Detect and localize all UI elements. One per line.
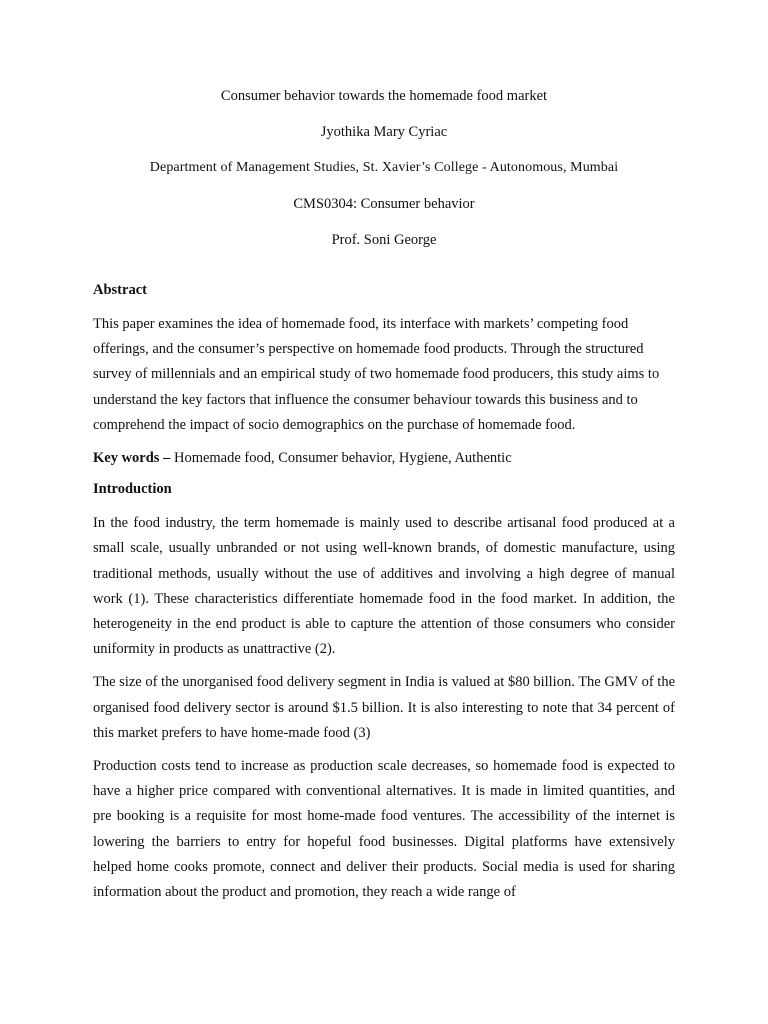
- intro-paragraph-3: Production costs tend to increase as production scale decreases, so homemade food is expected to have a higher price compared with conventional alternatives. It is made in limited quantities, and pre booking is a requisite for most home-made food ventures. The accessibility of the internet is lowering the barriers to entry for hopeful food businesses. Digital platforms have extensively helped home cooks promote, connect and deliver their products. Social media is used for sharing information about the product and promotion, they reach a wide range of: [93, 758, 675, 901]
- paper-title: Consumer behavior towards the homemade food market: [220, 88, 548, 104]
- professor-name: Prof. Soni George: [331, 232, 437, 248]
- keywords-label: Key words –: [93, 450, 171, 467]
- keywords-line: [93, 446, 675, 471]
- course-code: CMS0304: Consumer behavior: [293, 196, 475, 212]
- intro-paragraph-1: In the food industry, the term homemade is mainly used to describe artisanal food produced at a small scale, usually unbranded or not using well-known brands, of domestic manufacture, using traditional methods, usually without the use of additives and involving a high degree of manual work (1). These characteristics differentiate homemade food in the food market. In addition, the heterogeneity in the end product is able to capture the attention of those consumers who consider uniformity in products as unattractive (2).: [93, 515, 675, 658]
- author-name: Jyothika Mary Cyriac: [320, 124, 448, 140]
- abstract-heading: Abstract: [93, 282, 147, 298]
- abstract-text: This paper examines the idea of homemade food, its interface with markets’ competing food offerings, and the consumer’s perspective on homemade food products. Through the structured survey of millennials and an empirical study of two homemade food producers, this study aims to understand the key factors that influence the consumer behaviour towards this business and to comprehend the impact of socio demographics on the purchase of homemade food.: [93, 316, 660, 433]
- keywords-text: Homemade food, Consumer behavior, Hygiene, Authentic: [170, 450, 512, 467]
- document-page: [93, 86, 675, 913]
- intro-paragraph-2: The size of the unorganised food delivery segment in India is valued at $80 billion. The GMV of the organised food delivery sector is around $1.5 billion. It is also interesting to note that 34 percent of this market prefers to have home-made food (3): [93, 674, 675, 741]
- department-affiliation: Department of Management Studies, St. Xavier’s College - Autonomous, Mumbai: [149, 160, 619, 175]
- introduction-heading: Introduction: [93, 481, 172, 498]
